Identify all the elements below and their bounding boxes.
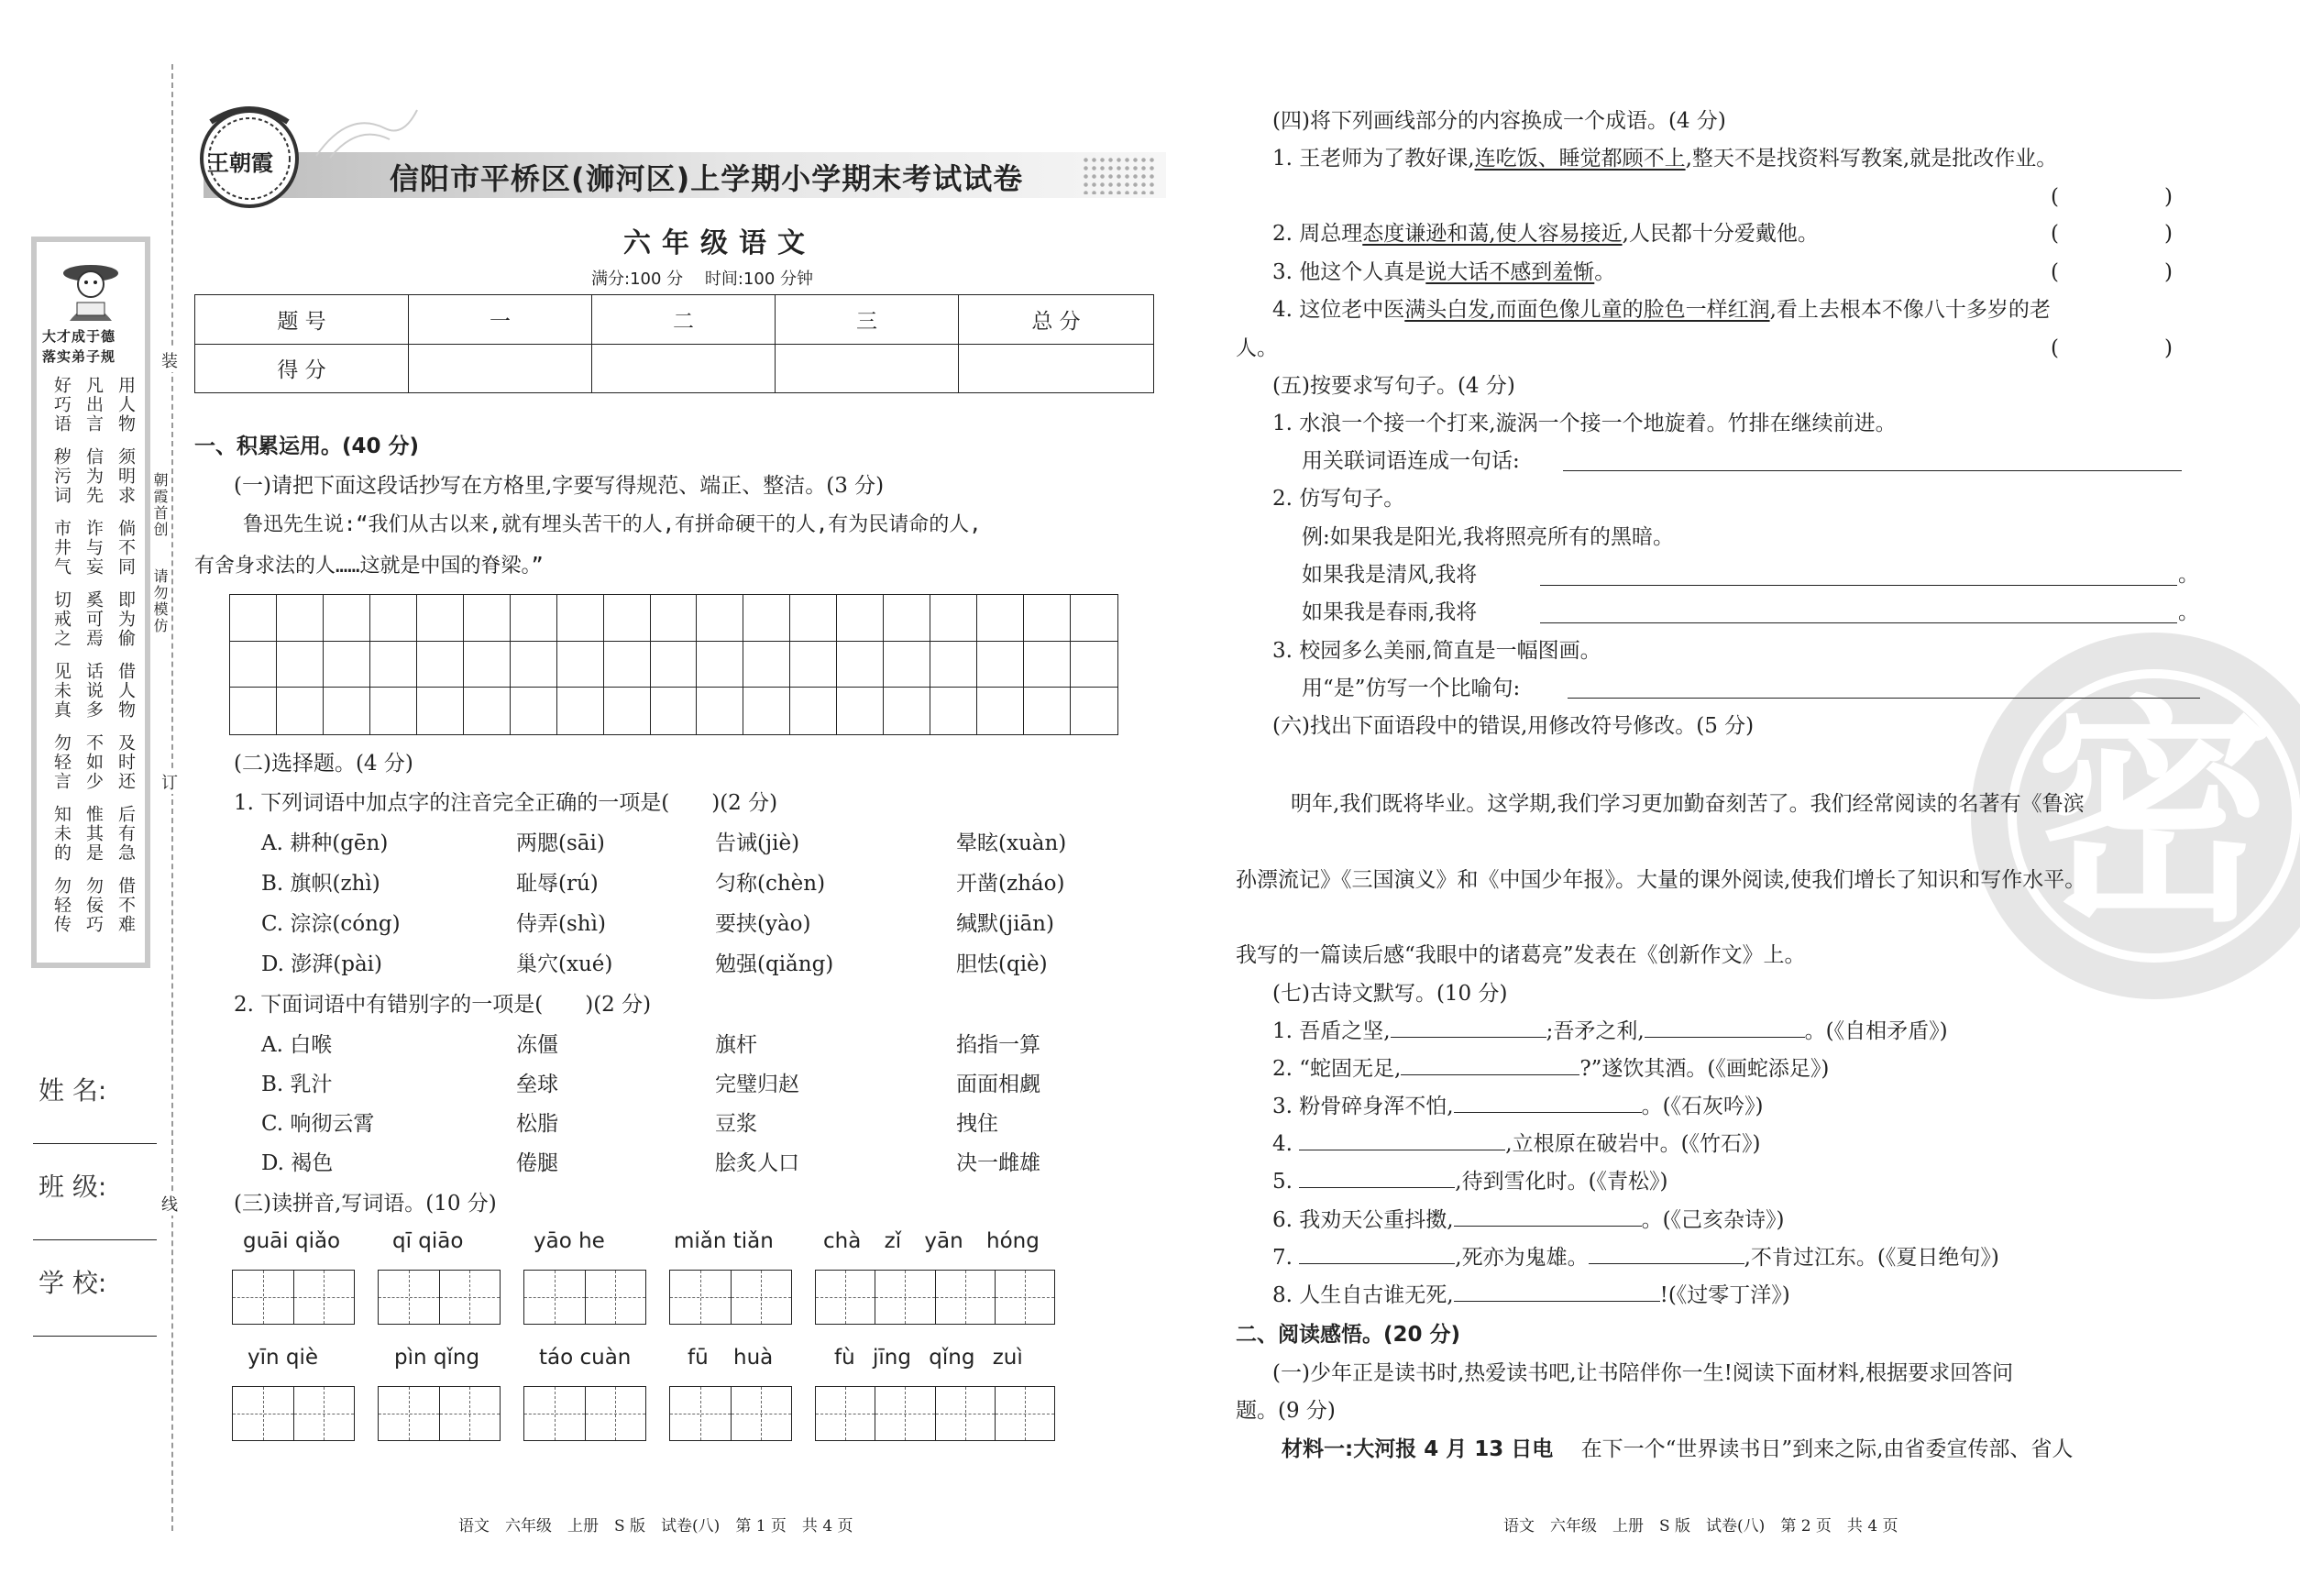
q5-1b: 用关联词语连成一句话: [1302, 449, 1520, 473]
grid-cell[interactable] [464, 642, 511, 688]
q6-title: (六)找出下面语段中的错误,用修改符号修改。(5 分) [1272, 714, 1755, 738]
grid-cell[interactable] [324, 688, 370, 734]
answer-box[interactable] [378, 1386, 501, 1441]
option-c[interactable]: C. 响彻云霄 [261, 1112, 375, 1136]
grid-cell[interactable] [277, 642, 324, 688]
option-word: 巢穴(xué) [516, 952, 613, 976]
q6-paragraph: 我写的一篇读后感“我眼中的诸葛亮”发表在《创新作文》上。 [1236, 943, 1806, 967]
exam-title: 信阳市平桥区(浉河区)上学期小学期末考试试卷 [390, 161, 1024, 196]
answer-paren[interactable]: ( ) [2051, 336, 2173, 360]
grid-cell[interactable] [604, 688, 651, 734]
q5-3b: 用“是”仿写一个比喻句: [1302, 677, 1521, 700]
answer-box[interactable] [815, 1270, 1055, 1325]
pinyin: qī qiāo [392, 1229, 464, 1253]
motto-col: 勿佞巧 [83, 876, 104, 934]
q1-text: 鲁迅先生说:“我们从古以来,就有埋头苦干的人,有拼命硬干的人,有为民请命的人, [243, 513, 982, 536]
option-d[interactable]: D. 澎湃(pài) [261, 952, 382, 976]
section1-title: 一、积累运用。(40 分) [194, 435, 420, 458]
q7-7: 7. ,死亦为鬼雄。 ,不肯过江东。(《夏日绝句》) [1272, 1246, 1999, 1270]
banner-dots [1082, 156, 1155, 194]
option-word: 脍炙人口 [715, 1151, 799, 1175]
scholar-icon [50, 249, 132, 323]
motto-col: 好巧语 [51, 376, 72, 434]
answer-paren[interactable]: ( ) [2051, 185, 2173, 209]
grid-cell[interactable] [417, 688, 464, 734]
answer-box[interactable] [232, 1386, 355, 1441]
pinyin: chà zǐ yān hóng [823, 1229, 1040, 1253]
option-word: 垒球 [516, 1073, 558, 1096]
option-word: 晕眩(xuàn) [956, 831, 1067, 855]
pinyin: táo cuàn [539, 1346, 632, 1370]
q6-paragraph: 明年,我们既将毕业。这学期,我们学习更加勤奋刻苦了。我们经常阅读的名著有《鲁滨 [1291, 792, 2085, 816]
option-b[interactable]: B. 乳汁 [261, 1073, 333, 1096]
grid-cell[interactable] [230, 642, 277, 688]
motto-line-2: 落实弟子规 [42, 348, 116, 365]
q7-6: 6. 我劝天公重抖擞, 。(《己亥杂诗》) [1272, 1208, 1785, 1232]
q4-3: 3. 他这个人真是说大话不感到羞惭。 [1272, 260, 1616, 284]
answer-box[interactable] [378, 1270, 501, 1325]
pinyin: yīn qiè [248, 1346, 319, 1370]
q7-1: 1. 吾盾之坚, ;吾矛之利, 。(《自相矛盾》) [1272, 1019, 1948, 1043]
subject-title: 六年级语文 [623, 227, 816, 259]
grid-cell[interactable] [1024, 642, 1071, 688]
grid-cell[interactable] [930, 595, 977, 642]
grid-cell[interactable] [230, 595, 277, 642]
option-word: 面面相觑 [956, 1073, 1040, 1096]
option-word: 胆怯(qiè) [956, 952, 1048, 976]
option-c[interactable]: C. 淙淙(cóng) [261, 912, 401, 936]
grid-cell[interactable] [277, 595, 324, 642]
motto-col: 切戒之 [51, 590, 72, 648]
motto-col: 及时还 [116, 733, 136, 791]
option-word: 豆浆 [715, 1112, 757, 1136]
answer-paren[interactable]: ( ) [2051, 222, 2173, 246]
grid-cell[interactable] [977, 595, 1024, 642]
grid-cell[interactable] [277, 688, 324, 734]
motto-col: 即为偷 [116, 590, 136, 648]
score-header: 一 [409, 295, 592, 345]
motto-col: 惟其是 [83, 805, 104, 863]
grid-cell[interactable] [511, 642, 557, 688]
motto-col: 借不难 [116, 876, 136, 934]
option-word: 勉强(qiǎng) [715, 952, 834, 976]
answer-paren[interactable]: ( ) [2051, 260, 2173, 284]
class-label: 班 级: [39, 1172, 107, 1202]
answer-line[interactable] [1540, 585, 2177, 586]
grid-cell[interactable] [1071, 595, 1117, 642]
q4-2: 2. 周总理态度谦逊和蔼,使人容易接近,人民都十分爱戴他。 [1272, 222, 1819, 246]
option-word: 决一雌雄 [956, 1151, 1040, 1175]
score-label: 得 分 [195, 344, 409, 393]
period: 。 [2178, 563, 2199, 587]
grid-cell[interactable] [417, 642, 464, 688]
pinyin: fū huà [688, 1346, 774, 1370]
copy-grid[interactable] [229, 594, 1118, 735]
exam-meta: 满分:100 分 时间:100 分钟 [591, 270, 814, 289]
name-field[interactable] [33, 1143, 157, 1144]
grid-cell[interactable] [1071, 642, 1117, 688]
grid-cell[interactable] [651, 642, 698, 688]
period: 。 [2178, 600, 2199, 624]
pinyin: pìn qǐng [394, 1346, 480, 1370]
grid-cell[interactable] [930, 642, 977, 688]
answer-box[interactable] [669, 1386, 792, 1441]
grid-cell[interactable] [557, 642, 604, 688]
grid-cell[interactable] [930, 688, 977, 734]
option-a[interactable]: A. 白喉 [261, 1033, 333, 1057]
score-table [194, 294, 1154, 393]
grid-cell[interactable] [837, 688, 884, 734]
q1-text: 有舍身求法的人……这就是中国的脊梁。” [194, 555, 544, 578]
grid-cell[interactable] [697, 642, 743, 688]
q7-2: 2. “蛇固无足, ?”遂饮其酒。(《画蛇添足》) [1272, 1057, 1830, 1081]
grid-cell[interactable] [464, 595, 511, 642]
q5-title: (五)按要求写句子。(4 分) [1272, 374, 1515, 398]
grid-cell[interactable] [1071, 688, 1117, 734]
motto-col: 勿轻言 [51, 733, 72, 791]
answer-line[interactable] [1563, 470, 2182, 471]
grid-cell[interactable] [324, 595, 370, 642]
grid-cell[interactable] [884, 595, 930, 642]
q7-3: 3. 粉骨碎身浑不怕, 。(《石灰吟》) [1272, 1095, 1764, 1118]
grid-cell[interactable] [743, 688, 790, 734]
score-cell[interactable] [959, 344, 1154, 393]
score-header: 二 [592, 295, 776, 345]
grid-cell[interactable] [697, 595, 743, 642]
motto-col: 须明求 [116, 447, 136, 505]
answer-box[interactable] [669, 1270, 792, 1325]
option-word: 告诫(jiè) [715, 831, 800, 855]
option-word: 开凿(zháo) [956, 872, 1065, 896]
motto-col: 不如少 [83, 733, 104, 791]
binding-line [171, 64, 173, 1531]
motto-col: 信为先 [83, 447, 104, 505]
grid-cell[interactable] [370, 642, 417, 688]
grid-cell[interactable] [743, 642, 790, 688]
option-word: 缄默(jiān) [956, 912, 1054, 936]
motto-col: 秽污词 [51, 447, 72, 505]
q7-4: 4. ,立根原在破岩中。(《竹石》) [1272, 1132, 1761, 1156]
school-label: 学 校: [39, 1268, 107, 1298]
option-d[interactable]: D. 褐色 [261, 1151, 334, 1175]
option-word: 旗杆 [715, 1033, 757, 1057]
grid-cell[interactable] [977, 642, 1024, 688]
margin-mark-1: 装 [158, 348, 182, 372]
q5-3: 3. 校园多么美丽,简直是一幅图画。 [1272, 639, 1601, 663]
option-word: 冻僵 [516, 1033, 558, 1057]
q2-title: (二)选择题。(4 分) [234, 752, 413, 776]
answer-line[interactable] [1568, 698, 2200, 699]
reading-prompt: (一)少年正是读书时,热爱读书吧,让书陪伴你一生!阅读下面材料,根据要求回答问 [1272, 1361, 2014, 1385]
q7-5: 5. ,待到雪化时。(《青松》) [1272, 1170, 1668, 1194]
grid-cell[interactable] [604, 595, 651, 642]
logo-text: 王朝霞 [207, 149, 273, 176]
q5-2a: 例:如果我是阳光,我将照亮所有的黑暗。 [1302, 525, 1675, 549]
option-word: 耻辱(rú) [516, 872, 599, 896]
option-word: 匀称(chèn) [715, 872, 826, 896]
motto-col: 奚可焉 [83, 590, 104, 648]
score-cell[interactable] [409, 344, 592, 393]
page2-footer: 语文 六年级 上册 S 版 试卷(八) 第 2 页 共 4 页 [1503, 1517, 1898, 1535]
pinyin: yāo he [534, 1229, 605, 1253]
q4-4: 4. 这位老中医满头白发,而面色像儿童的脸色一样红润,看上去根本不像八十多岁的老 [1272, 298, 2051, 322]
page1-footer: 语文 六年级 上册 S 版 试卷(八) 第 1 页 共 4 页 [458, 1517, 853, 1535]
grid-cell[interactable] [511, 688, 557, 734]
notice-2: 请勿模仿 [151, 568, 169, 634]
margin-mark-3: 线 [158, 1192, 182, 1216]
grid-cell[interactable] [1024, 595, 1071, 642]
motto-line-1: 大才成于德 [42, 328, 116, 345]
motto-col: 用人物 [116, 376, 136, 434]
grid-cell[interactable] [977, 688, 1024, 734]
grid-cell[interactable] [837, 642, 884, 688]
q5-1: 1. 水浪一个接一个打来,漩涡一个接一个地旋着。竹排在继续前进。 [1272, 412, 1897, 435]
grid-cell[interactable] [1024, 688, 1071, 734]
q4-title: (四)将下列画线部分的内容换成一个成语。(4 分) [1272, 109, 1726, 133]
answer-box[interactable] [523, 1386, 646, 1441]
grid-cell[interactable] [417, 595, 464, 642]
option-word: 完璧归赵 [715, 1073, 799, 1096]
motto-col: 凡出言 [83, 376, 104, 434]
score-cell[interactable] [776, 344, 959, 393]
class-field[interactable] [33, 1239, 157, 1240]
motto-col: 知未的 [51, 805, 72, 863]
q3-title: (三)读拼音,写词语。(10 分) [234, 1192, 497, 1216]
grid-cell[interactable] [790, 688, 837, 734]
grid-cell[interactable] [884, 642, 930, 688]
motto-col: 后有急 [116, 805, 136, 863]
q6-paragraph: 孙漂流记》《三国演义》和《中国少年报》。大量的课外阅读,使我们增长了知识和写作水平。 [1236, 868, 2086, 892]
grid-cell[interactable] [370, 688, 417, 734]
motto-col: 市井气 [51, 519, 72, 577]
material-line: 材料一:大河报 4 月 13 日电 在下一个“世界读书日”到来之际,由省委宣传部、省人 [1282, 1437, 2074, 1461]
grid-cell[interactable] [884, 688, 930, 734]
grid-cell[interactable] [370, 595, 417, 642]
q5-2c: 如果我是春雨,我将 [1302, 600, 1478, 624]
section2-title: 二、阅读感悟。(20 分) [1236, 1323, 1461, 1347]
q7-title: (七)古诗文默写。(10 分) [1272, 982, 1508, 1006]
score-header: 总 分 [959, 295, 1154, 345]
motto-col: 倘不同 [116, 519, 136, 577]
grid-cell[interactable] [651, 688, 698, 734]
pinyin: guāi qiǎo [243, 1229, 341, 1253]
pinyin: miǎn tiǎn [674, 1229, 774, 1253]
option-word: 拽住 [956, 1112, 998, 1136]
grid-cell[interactable] [511, 595, 557, 642]
grid-cell[interactable] [464, 688, 511, 734]
q4-1: 1. 王老师为了教好课,连吃饭、睡觉都顾不上,整天不是找资料写教案,就是批改作业。 [1272, 147, 2058, 171]
grid-cell[interactable] [743, 595, 790, 642]
option-word: 松脂 [516, 1112, 558, 1136]
q2-1-stem: 1. 下列词语中加点字的注音完全正确的一项是( )(2 分) [234, 791, 778, 815]
answer-box[interactable] [815, 1386, 1055, 1441]
q4-4b: 人。 [1236, 336, 1278, 360]
seal-char: 密 [2035, 677, 2273, 954]
option-word: 两腮(sāi) [516, 831, 605, 855]
grid-cell[interactable] [557, 688, 604, 734]
score-header: 三 [776, 295, 959, 345]
answer-box[interactable] [232, 1270, 355, 1325]
option-a[interactable]: A. 耕种(gēn) [261, 831, 389, 855]
grid-cell[interactable] [557, 595, 604, 642]
grid-cell[interactable] [324, 642, 370, 688]
grid-cell[interactable] [230, 688, 277, 734]
motto-col: 话说多 [83, 662, 104, 720]
grid-cell[interactable] [651, 595, 698, 642]
school-field[interactable] [33, 1336, 157, 1337]
q1-title: (一)请把下面这段话抄写在方格里,字要写得规范、端正、整洁。(3 分) [234, 474, 885, 498]
motto-col: 勿轻传 [51, 876, 72, 934]
q7-8: 8. 人生自古谁无死, !(《过零丁洋》) [1272, 1283, 1790, 1307]
option-word: 要挟(yào) [715, 912, 811, 936]
motto-col: 诈与妄 [83, 519, 104, 577]
motto-col: 见未真 [51, 662, 72, 720]
q5-2: 2. 仿写句子。 [1272, 487, 1405, 511]
option-b[interactable]: B. 旗帜(zhì) [261, 872, 380, 896]
grid-cell[interactable] [790, 595, 837, 642]
answer-line[interactable] [1540, 622, 2177, 623]
name-label: 姓 名: [39, 1075, 107, 1106]
ribbon-icon [312, 92, 422, 165]
grid-cell[interactable] [697, 688, 743, 734]
score-cell[interactable] [592, 344, 776, 393]
pinyin: fù jīng qǐng zuì [834, 1346, 1023, 1370]
option-word: 侍弄(shì) [516, 912, 606, 936]
reading-prompt: 题。(9 分) [1236, 1399, 1336, 1423]
answer-box[interactable] [523, 1270, 646, 1325]
grid-cell[interactable] [790, 642, 837, 688]
margin-mark-2: 订 [158, 770, 182, 794]
score-header: 题 号 [195, 295, 409, 345]
q2-2-stem: 2. 下面词语中有错别字的一项是( )(2 分) [234, 993, 652, 1017]
grid-cell[interactable] [604, 642, 651, 688]
q5-2b: 如果我是清风,我将 [1302, 563, 1478, 587]
grid-cell[interactable] [837, 595, 884, 642]
notice-1: 朝霞首创 [151, 472, 169, 538]
motto-strip [31, 237, 150, 968]
option-word: 倦腿 [516, 1151, 558, 1175]
motto-col: 借人物 [116, 662, 136, 720]
option-word: 掐指一算 [956, 1033, 1040, 1057]
